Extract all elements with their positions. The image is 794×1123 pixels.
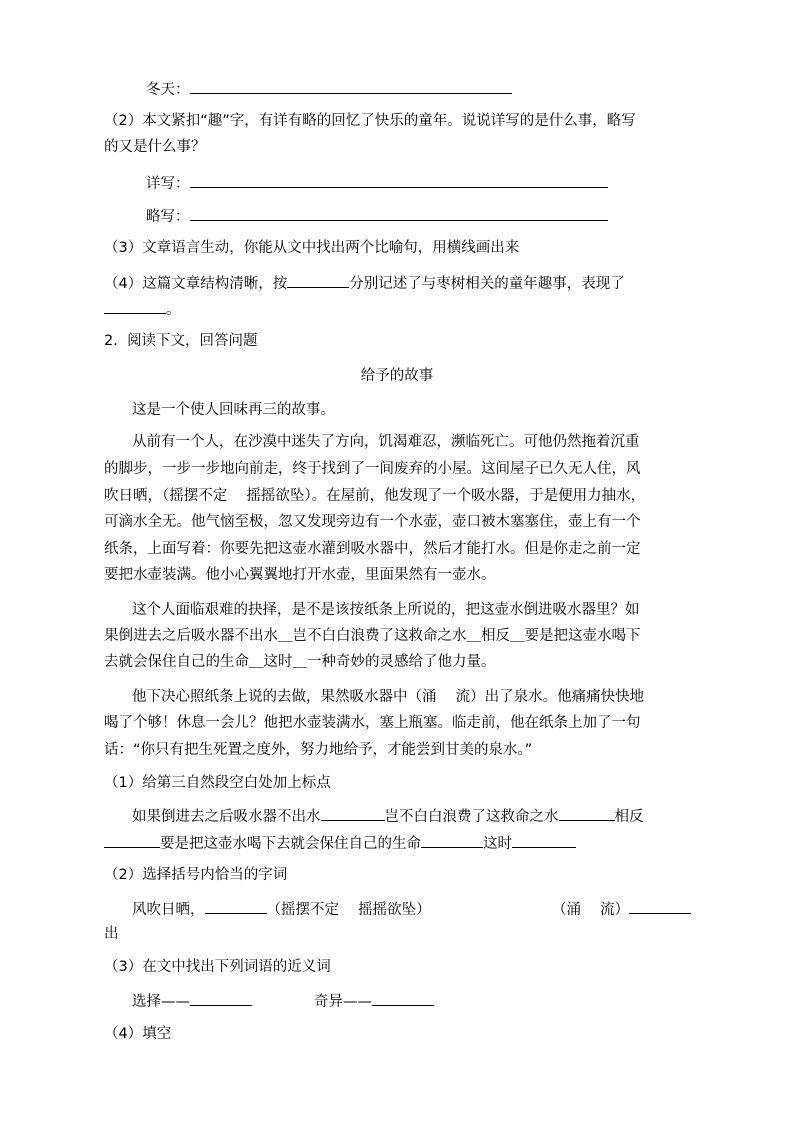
q2-sub3: （3）在文中找出下列词语的近义词 (104, 959, 331, 975)
synonym-blank-1 (190, 990, 252, 1006)
story-p3-l2: 果倒进去之后吸水器不出水＿岂不白白浪费了这救命之水＿相反＿要是把这壶水喝下 (104, 628, 641, 644)
synonym-line: 选择—— (132, 990, 252, 1012)
punct-line2: 要是把这壶水喝下去就会保住自己的生命 这时 (104, 832, 576, 854)
q1-sub4-line1: （4）这篇文章结构清晰，按 分别记述了与枣树相关的童年趣事，表现了 (104, 272, 625, 294)
q2-sub1: （1）给第三自然段空白处加上标点 (104, 775, 331, 791)
q2-sub4: （4）填空 (104, 1026, 172, 1042)
q1-sub2-line2: 的又是什么事？ (104, 139, 206, 155)
q1-sub4-line2: 。 (104, 298, 181, 320)
story-p3-l1: 这个人面临艰难的抉择，是不是该按纸条上所说的，把这壶水倒进吸水器里？如 (132, 602, 640, 618)
punct-blank-3 (104, 832, 160, 848)
brief-blank (190, 205, 608, 221)
story-p2-l6: 要把水壶装满。他小心翼翼地打开水壶，里面果然有一壶水。 (104, 567, 496, 583)
express-blank (104, 298, 166, 314)
winter-blank (190, 78, 512, 94)
punct-line1: 如果倒进去之后吸水器不出水 岂不白白浪费了这救命之水 相反 (132, 805, 644, 827)
detail-line: 详写： (146, 172, 608, 194)
q2-sub2: （2）选择括号内恰当的字词 (104, 867, 288, 883)
q1-sub2-line1: （2）本文紧扣“趣”字，有详有略的回忆了快乐的童年。说说详写的是什么事，略写 (104, 113, 636, 129)
q1-sub3: （3）文章语言生动，你能从文中找出两个比喻句，用横线画出来 (104, 240, 520, 256)
synonym-line-right: 奇异—— (314, 990, 434, 1012)
story-p4-l1: 他下决心照纸条上说的去做，果然吸水器中（涌 流）出了泉水。他痛痛快快地 (132, 689, 645, 705)
winter-line (146, 78, 512, 100)
choose-blank-1 (205, 898, 267, 914)
synonym-blank-2 (372, 990, 434, 1006)
choose-line2: 出 (104, 926, 119, 942)
choose-line1: 风吹日晒， （摇摆不定 摇摇欲坠） (132, 898, 431, 920)
story-p2-l2: 的脚步，一步一步地向前走，终于找到了一间废弃的小屋。这间屋子已久无人住，风 (104, 461, 641, 477)
punct-blank-1 (321, 805, 385, 821)
structure-blank (287, 272, 349, 288)
punct-blank-4 (421, 832, 483, 848)
punct-blank-2 (559, 805, 615, 821)
story-title: 给予的故事 (360, 368, 434, 384)
winter-label: 冬天： (146, 82, 190, 98)
choose-blank-2 (629, 898, 691, 914)
story-p2-l5: 纸条，上面写着：你要先把这壶水灌到吸水器中，然后才能打水。但是你走之前一定 (104, 541, 641, 557)
story-p4-l2: 喝了个够！休息一会儿？他把水壶装满水，塞上瓶塞。临走前，他在纸条上加了一句 (104, 715, 641, 731)
brief-line: 略写： (146, 205, 608, 227)
story-p2-l4: 可滴水全无。他气恼至极，忽又发现旁边有一个水壶，壶口被木塞塞住，壶上有一个 (104, 514, 641, 530)
story-p1: 这是一个使人回味再三的故事。 (132, 402, 335, 418)
story-p2-l1: 从前有一个人，在沙漠中迷失了方向，饥渴难忍，濒临死亡。可他仍然拖着沉重 (132, 434, 640, 450)
punct-blank-5 (512, 832, 576, 848)
q2-header: 2. 阅读下文，回答问题 (104, 333, 258, 349)
story-p4-l3: 话：“你只有把生死置之度外，努力地给予，才能尝到甘美的泉水。” (104, 742, 533, 758)
choose-line1-right: （涌 流） (552, 898, 691, 920)
story-p2-l3: 吹日晒，（摇摆不定 摇摇欲坠）。在屋前，他发现了一个吸水器，于是便用力抽水， (104, 488, 646, 504)
story-p3-l3: 去就会保住自己的生命＿这时＿一种奇妙的灵感给了他力量。 (104, 654, 496, 670)
detail-blank (190, 172, 608, 188)
